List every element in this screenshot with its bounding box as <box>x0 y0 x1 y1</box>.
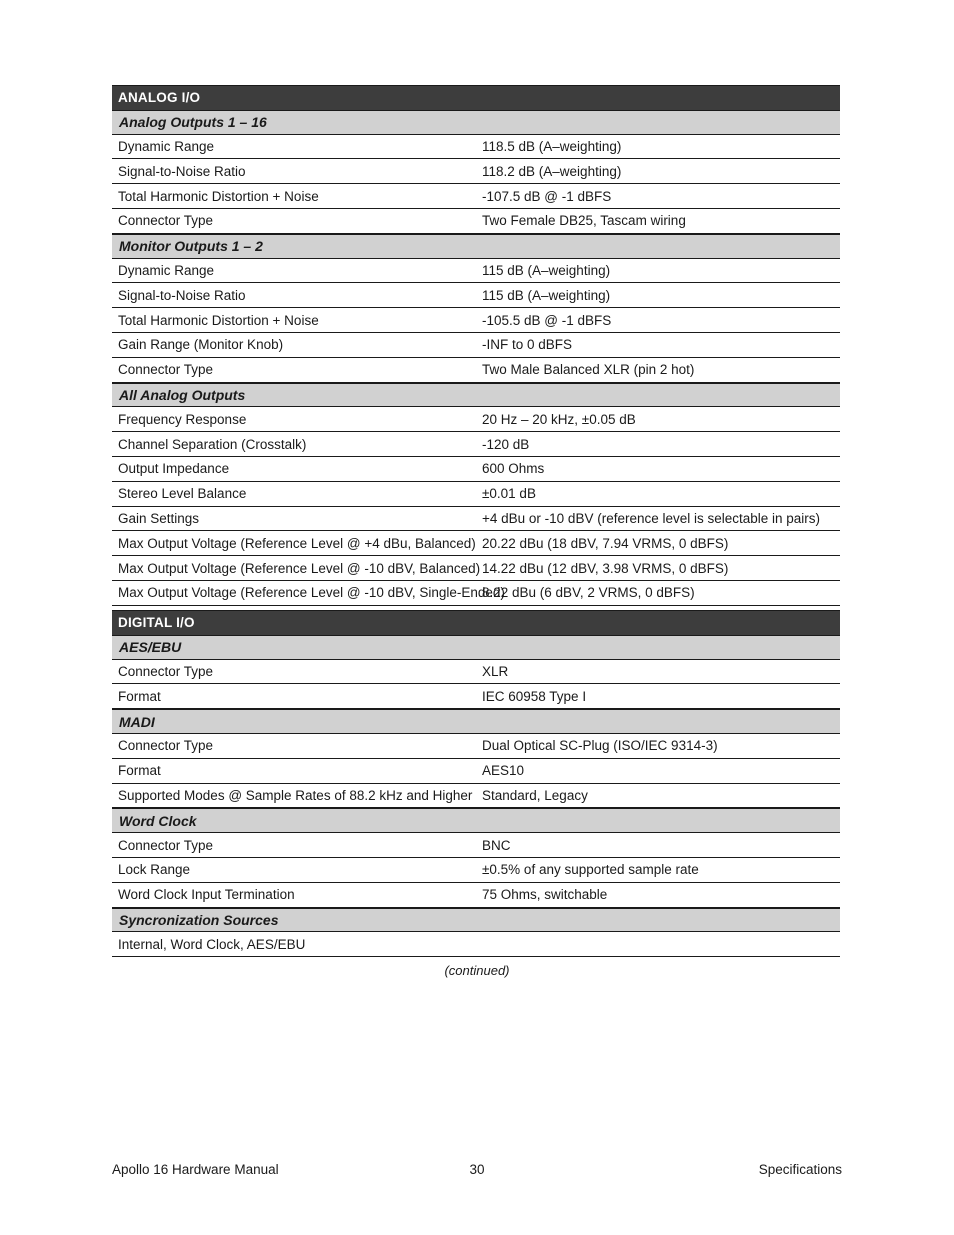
spec-value: -107.5 dB @ -1 dBFS <box>482 188 612 204</box>
subsection-header <box>112 635 840 660</box>
spec-value: Standard, Legacy <box>482 787 588 803</box>
table-row <box>112 932 840 957</box>
spec-label: Supported Modes @ Sample Rates of 88.2 kHz and Higher <box>118 787 473 803</box>
subsection-title: All Analog Outputs <box>119 386 246 403</box>
spec-value: XLR <box>482 663 509 679</box>
digital-io-table <box>112 610 840 957</box>
table-row <box>112 407 840 432</box>
spec-value: 20.22 dBu (18 dBV, 7.94 VRMS, 0 dBFS) <box>482 535 729 551</box>
table-row <box>112 833 840 858</box>
table-row <box>112 858 840 883</box>
table-row <box>112 684 840 709</box>
spec-value: 14.22 dBu (12 dBV, 3.98 VRMS, 0 dBFS) <box>482 560 729 576</box>
table-row <box>112 759 840 784</box>
spec-label: Format <box>118 688 161 704</box>
spec-value: 600 Ohms <box>482 461 545 477</box>
subsection-title: Syncronization Sources <box>119 911 279 928</box>
subsection-title: MADI <box>119 713 155 730</box>
subsection-header <box>112 908 840 933</box>
spec-label: Connector Type <box>118 738 214 754</box>
table-row <box>112 283 840 308</box>
table-row <box>112 358 840 383</box>
spec-value: 8.22 dBu (6 dBV, 2 VRMS, 0 dBFS) <box>482 585 695 601</box>
page-footer <box>112 1162 842 1177</box>
table-row <box>112 556 840 581</box>
continued-note: (continued) <box>444 963 510 978</box>
table-row <box>112 457 840 482</box>
table-row <box>112 482 840 507</box>
spec-value: BNC <box>482 837 511 853</box>
table-row <box>112 432 840 457</box>
spec-label: Max Output Voltage (Reference Level @ -10 dBV, Balanced) <box>118 560 481 576</box>
spec-value: -INF to 0 dBFS <box>482 337 573 353</box>
spec-label: Channel Separation (Crosstalk) <box>118 436 307 452</box>
subsection-header <box>112 110 840 135</box>
spec-value: Two Female DB25, Tascam wiring <box>482 213 686 229</box>
table-row <box>112 333 840 358</box>
table-row <box>112 308 840 333</box>
spec-value: ±0.01 dB <box>482 486 536 502</box>
spec-label: Word Clock Input Termination <box>118 887 295 903</box>
spec-label: Stereo Level Balance <box>118 486 247 502</box>
table-row <box>112 135 840 160</box>
table-row <box>112 159 840 184</box>
spec-label: Total Harmonic Distortion + Noise <box>118 312 319 328</box>
footer-manual-title: Apollo 16 Hardware Manual <box>112 1162 279 1177</box>
table-row <box>112 507 840 532</box>
spec-label: Connector Type <box>118 213 214 229</box>
spec-label: Lock Range <box>118 862 191 878</box>
section-title: ANALOG I/O <box>118 90 201 106</box>
footer-page-number: 30 <box>469 1162 485 1177</box>
table-row <box>112 660 840 685</box>
spec-label: Format <box>118 763 161 779</box>
table-row <box>112 883 840 908</box>
subsection-header <box>112 808 840 833</box>
spec-label: Connector Type <box>118 837 214 853</box>
table-row <box>112 184 840 209</box>
spec-label: Signal-to-Noise Ratio <box>118 163 246 179</box>
table-row <box>112 784 840 809</box>
subsection-title: Word Clock <box>119 812 197 829</box>
spec-value: 20 Hz – 20 kHz, ±0.05 dB <box>482 411 636 427</box>
spec-label: Max Output Voltage (Reference Level @ +4 dBu, Balanced) <box>118 535 476 551</box>
spec-value: 115 dB (A–weighting) <box>482 262 611 278</box>
subsection-title: AES/EBU <box>119 639 182 656</box>
spec-value: 75 Ohms, switchable <box>482 887 608 903</box>
spec-label: Dynamic Range <box>118 262 215 278</box>
table-row <box>112 581 840 606</box>
spec-label: Signal-to-Noise Ratio <box>118 287 246 303</box>
spec-label: Output Impedance <box>118 461 230 477</box>
spec-label: Total Harmonic Distortion + Noise <box>118 188 319 204</box>
section-header <box>112 85 840 110</box>
section-header <box>112 610 840 635</box>
spec-value: AES10 <box>482 763 525 779</box>
subsection-header <box>112 709 840 734</box>
spec-label: Connector Type <box>118 362 214 378</box>
spec-label: Dynamic Range <box>118 138 215 154</box>
spec-value: -120 dB <box>482 436 530 452</box>
spec-value: IEC 60958 Type I <box>482 688 587 704</box>
spec-value: -105.5 dB @ -1 dBFS <box>482 312 612 328</box>
subsection-title: Monitor Outputs 1 – 2 <box>119 238 263 255</box>
subsection-header <box>112 234 840 259</box>
spec-label: Max Output Voltage (Reference Level @ -10 dBV, Single-Ended) <box>118 585 505 601</box>
footer-section-name: Specifications <box>758 1162 842 1177</box>
section-title: DIGITAL I/O <box>118 615 195 631</box>
spec-value: 118.2 dB (A–weighting) <box>482 163 622 179</box>
spec-value: Dual Optical SC-Plug (ISO/IEC 9314-3) <box>482 738 718 754</box>
spec-label: Gain Range (Monitor Knob) <box>118 337 284 353</box>
spec-label: Internal, Word Clock, AES/EBU <box>118 936 306 952</box>
spec-label: Gain Settings <box>118 510 200 526</box>
spec-value: +4 dBu or -10 dBV (reference level is selectable in pairs) <box>482 510 821 526</box>
table-row <box>112 531 840 556</box>
spec-value: 118.5 dB (A–weighting) <box>482 138 622 154</box>
table-row <box>112 734 840 759</box>
spec-label: Frequency Response <box>118 411 247 427</box>
spec-value: Two Male Balanced XLR (pin 2 hot) <box>482 362 695 378</box>
spec-label: Connector Type <box>118 663 214 679</box>
subsection-title: Analog Outputs 1 – 16 <box>119 114 267 131</box>
table-row <box>112 259 840 284</box>
table-row <box>112 209 840 234</box>
subsection-header <box>112 383 840 408</box>
spec-value: ±0.5% of any supported sample rate <box>482 862 699 878</box>
analog-io-table <box>112 85 840 606</box>
spec-value: 115 dB (A–weighting) <box>482 287 611 303</box>
